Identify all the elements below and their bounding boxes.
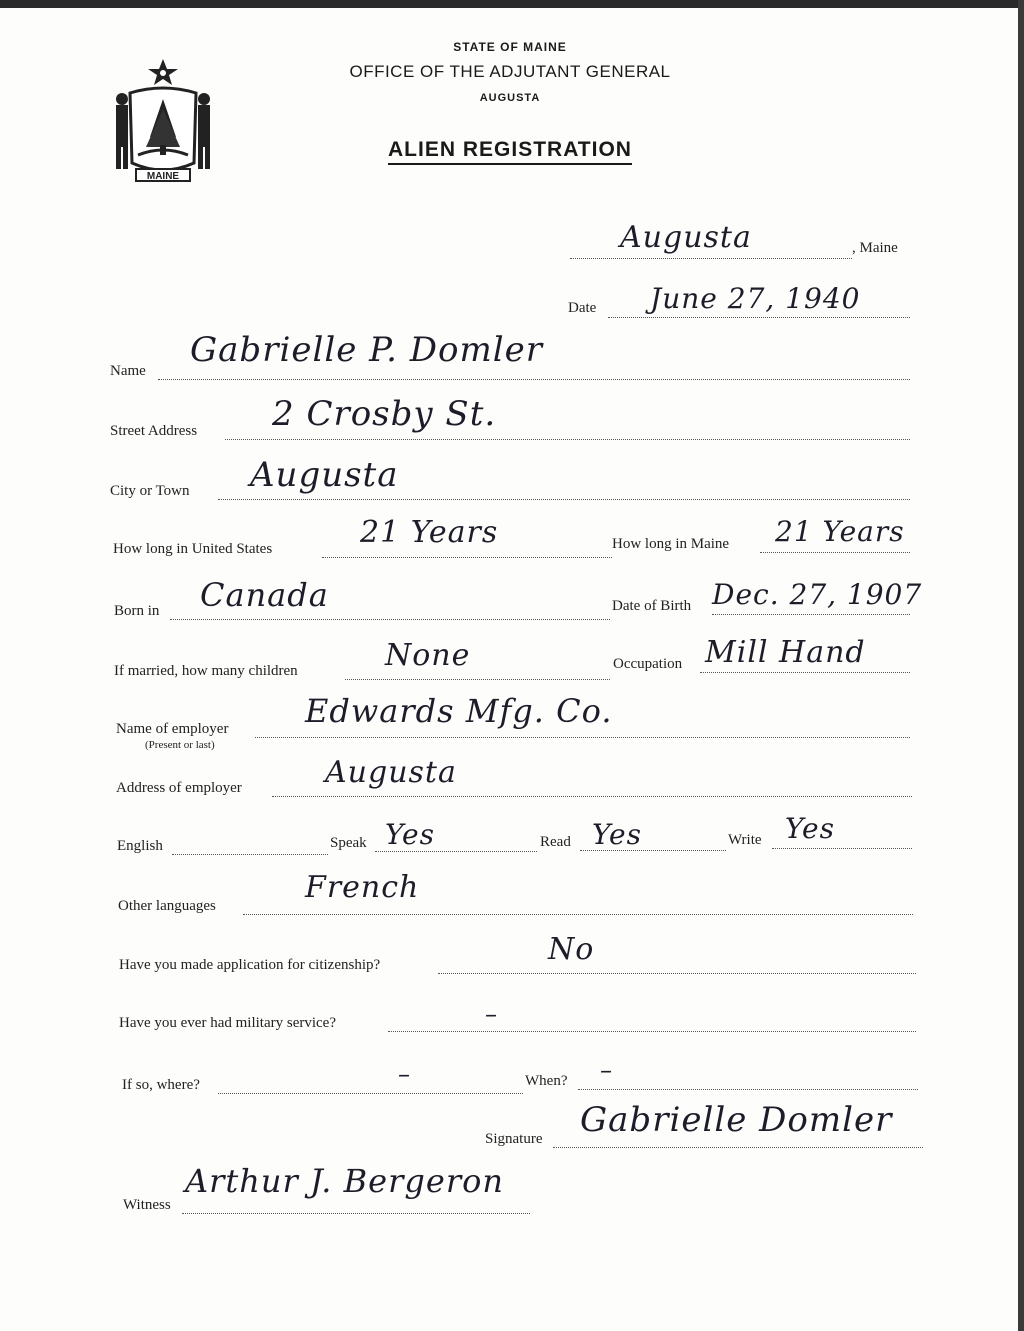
born-in-entry: Canada xyxy=(200,576,329,614)
military-line xyxy=(388,1031,916,1032)
years-maine-label: How long in Maine xyxy=(612,536,730,552)
other-languages-line xyxy=(243,914,913,915)
employer-entry: Edwards Mfg. Co. xyxy=(305,692,613,730)
other-languages-label: Other languages xyxy=(118,898,216,914)
name-label: Name xyxy=(110,363,146,379)
occupation-line xyxy=(700,672,910,673)
where-entry: – xyxy=(398,1060,411,1088)
citizenship-line xyxy=(438,973,916,974)
place-entry: Augusta xyxy=(620,220,752,255)
date-entry: June 27, 1940 xyxy=(650,282,861,315)
other-languages-entry: French xyxy=(305,870,420,905)
place-line xyxy=(570,258,852,259)
employer-label: Name of employer xyxy=(116,721,229,737)
name-line xyxy=(158,379,910,380)
military-label: Have you ever had military service? xyxy=(119,1015,336,1031)
english-label: English xyxy=(117,838,163,854)
header-office: OFFICE OF THE ADJUTANT GENERAL xyxy=(349,62,671,81)
form-title xyxy=(300,138,720,162)
years-us-label: How long in United States xyxy=(113,541,273,557)
street-entry: 2 Crosby St. xyxy=(272,394,497,434)
write-label: Write xyxy=(728,832,762,848)
english-line xyxy=(172,854,328,855)
speak-label: Speak xyxy=(330,835,367,851)
signature-label: Signature xyxy=(485,1131,543,1147)
city-line xyxy=(218,499,910,500)
city-entry: Augusta xyxy=(250,455,399,495)
witness-entry: Arthur J. Bergeron xyxy=(185,1162,504,1200)
place-suffix: , Maine xyxy=(852,240,898,256)
citizenship-entry: No xyxy=(548,932,595,967)
employer-address-entry: Augusta xyxy=(325,755,457,790)
speak-line xyxy=(375,851,537,852)
witness-line xyxy=(182,1213,530,1214)
military-entry: – xyxy=(485,1000,498,1028)
years-us-line xyxy=(322,557,612,558)
employer-line xyxy=(255,737,910,738)
svg-text:MAINE: MAINE xyxy=(146,171,180,182)
when-entry: – xyxy=(600,1056,613,1084)
born-in-line xyxy=(170,619,610,620)
maine-state-seal-icon xyxy=(108,55,218,185)
employer-sublabel: (Present or last) xyxy=(145,739,215,751)
form-title-text: ALIEN REGISTRATION xyxy=(388,138,632,165)
years-maine-entry: 21 Years xyxy=(775,515,905,548)
speak-entry: Yes xyxy=(385,818,435,851)
years-us-entry: 21 Years xyxy=(360,515,499,550)
born-in-label: Born in xyxy=(114,603,160,619)
children-line xyxy=(345,679,610,680)
dob-entry: Dec. 27, 1907 xyxy=(712,578,923,611)
write-line xyxy=(772,848,912,849)
where-line xyxy=(218,1093,523,1094)
scan-right-edge xyxy=(1018,0,1024,1331)
header-state: STATE OF MAINE xyxy=(453,40,567,54)
employer-address-label: Address of employer xyxy=(116,780,242,796)
dob-label: Date of Birth xyxy=(612,598,692,614)
signature-entry: Gabrielle Domler xyxy=(580,1100,893,1140)
city-label: City or Town xyxy=(110,483,190,499)
read-label: Read xyxy=(540,834,571,850)
children-label: If married, how many children xyxy=(114,663,298,679)
occupation-entry: Mill Hand xyxy=(705,635,866,670)
read-entry: Yes xyxy=(592,818,642,851)
header-city: AUGUSTA xyxy=(479,92,541,104)
write-entry: Yes xyxy=(785,812,835,845)
where-label: If so, where? xyxy=(122,1077,200,1093)
witness-label: Witness xyxy=(123,1197,171,1213)
name-entry: Gabrielle P. Domler xyxy=(190,330,543,370)
employer-address-line xyxy=(272,796,912,797)
street-line xyxy=(225,439,910,440)
dob-line xyxy=(712,614,910,615)
occupation-label: Occupation xyxy=(613,656,683,672)
citizenship-label: Have you made application for citizenship? xyxy=(119,957,381,973)
signature-line xyxy=(553,1147,923,1148)
years-maine-line xyxy=(760,552,910,553)
children-entry: None xyxy=(385,638,471,673)
date-line xyxy=(608,317,910,318)
date-label: Date xyxy=(568,300,597,316)
street-label: Street Address xyxy=(110,423,198,439)
when-line xyxy=(578,1089,918,1090)
scan-top-edge xyxy=(0,0,1024,8)
when-label: When? xyxy=(525,1073,568,1089)
